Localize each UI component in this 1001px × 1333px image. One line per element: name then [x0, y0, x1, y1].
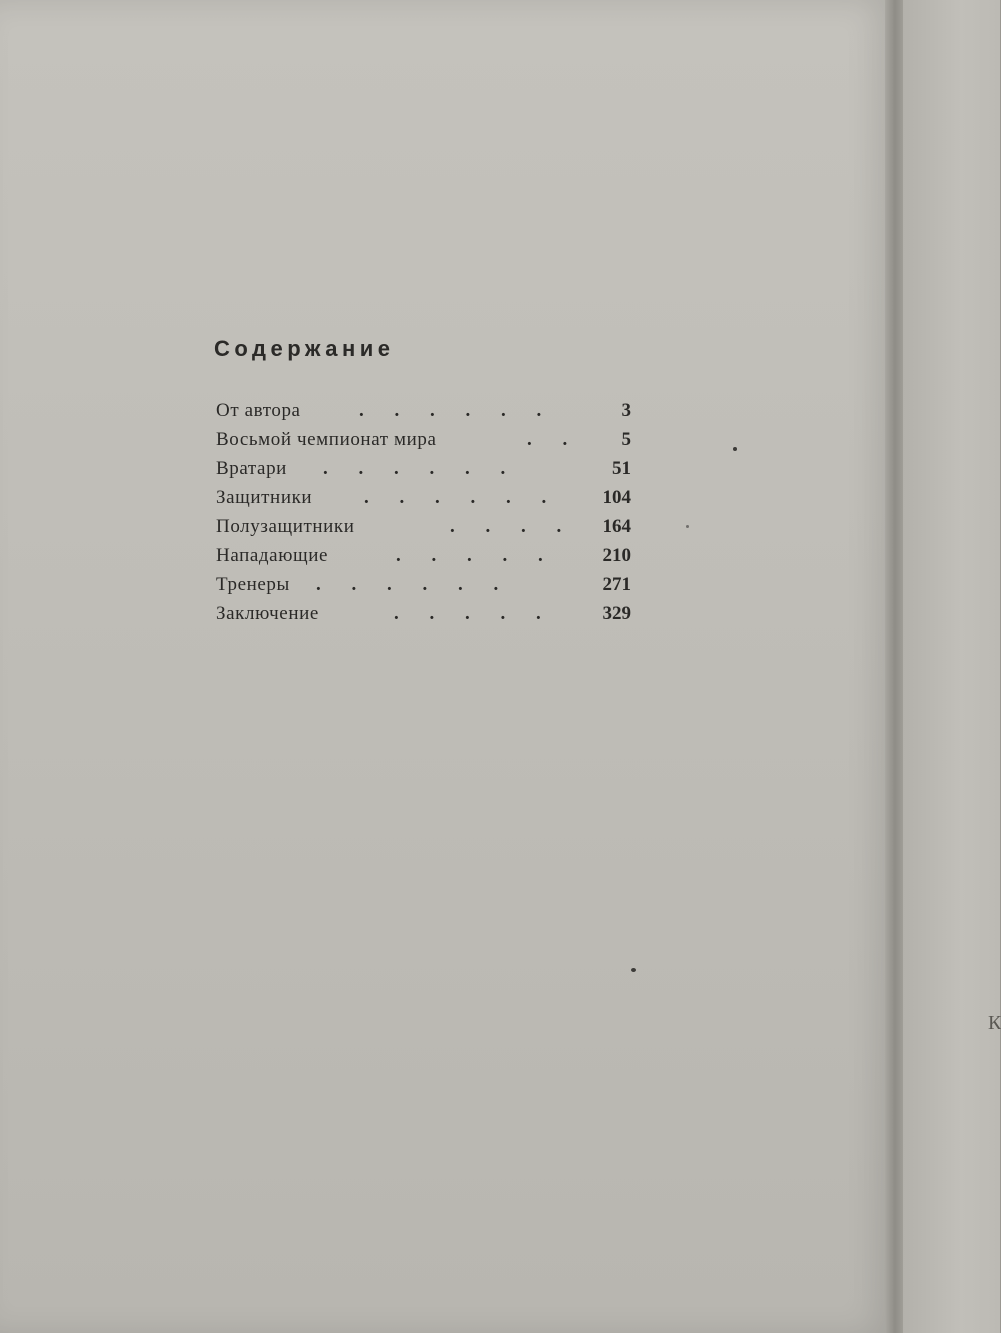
toc-entry [216, 483, 631, 512]
toc-entry-label: Полузащитники [216, 516, 355, 537]
paper-speck [686, 525, 689, 528]
toc-entry-label: От автора [216, 400, 301, 421]
right-page-edge-letter: К [988, 1012, 1001, 1034]
toc-leader-dots: . . . . . [394, 603, 554, 624]
toc-entry-label: Заключение [216, 603, 319, 624]
toc-leader-dots: . . . . . . [316, 574, 512, 595]
table-of-contents [216, 396, 631, 628]
toc-entry-label: Тренеры [216, 574, 290, 595]
toc-entry-label: Вратари [216, 458, 287, 479]
right-page [903, 0, 1000, 1333]
paper-speck [631, 968, 636, 972]
toc-entry [216, 570, 631, 599]
toc-page-number: 51 [612, 458, 631, 479]
toc-leader-dots: . . . . [450, 516, 575, 537]
toc-leader-dots: . . . . . . [364, 487, 560, 508]
toc-page-number: 329 [602, 603, 631, 624]
toc-entry-label: Восьмой чемпионат мира [216, 429, 437, 450]
toc-entry [216, 541, 631, 570]
toc-page-number: 210 [602, 545, 631, 566]
toc-entry [216, 454, 631, 483]
toc-page-number: 104 [602, 487, 631, 508]
toc-entry [216, 396, 631, 425]
toc-title: Содержание [214, 336, 395, 361]
toc-leader-dots: . . . . . [396, 545, 556, 566]
toc-page-number: 5 [621, 429, 631, 450]
toc-entry [216, 599, 631, 628]
toc-entry [216, 512, 631, 541]
toc-entry-label: Нападающие [216, 545, 329, 566]
toc-leader-dots: . . . . . . [359, 400, 555, 421]
toc-page-number: 164 [602, 516, 631, 537]
toc-entry-label: Защитники [216, 487, 313, 508]
toc-entry [216, 425, 631, 454]
toc-leader-dots: . . [527, 429, 581, 450]
toc-leader-dots: . . . . . . [323, 458, 519, 479]
paper-speck [733, 447, 737, 451]
toc-page-number: 3 [621, 400, 631, 421]
toc-page-number: 271 [602, 574, 631, 595]
